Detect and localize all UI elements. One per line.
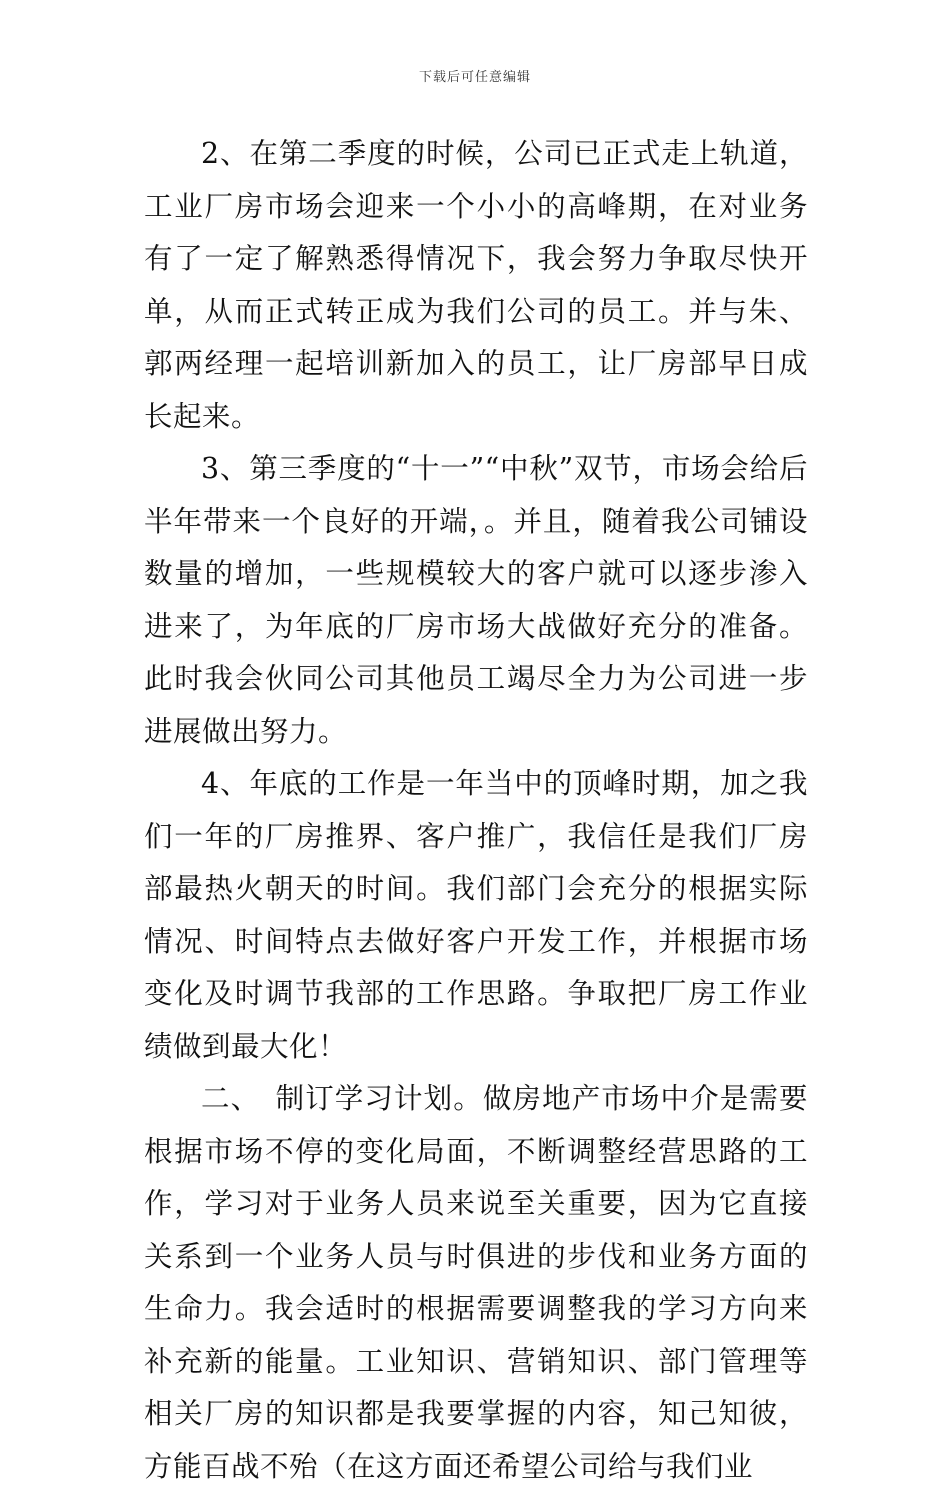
header-note: 下载后可任意编辑 [418,70,531,85]
paragraph-q2-plan: 2、在第二季度的时候，公司已正式走上轨道，工业厂房市场会迎来一个小小的高峰期，在对业务有了一定了解熟悉得情况下，我会努力争取尽快开单，从而正式转正成为我们公司的员工。并与朱、郭两经理一起培训新加入的员工，让厂房部早日成长起来。 [144,137,808,433]
paragraph-study-plan: 二、 制订学习计划。做房地产市场中介是需要根据市场不停的变化局面，不断调整经营思路的工作，学习对于业务人员来说至关重要，因为它直接关系到一个业务人员与时俱进的步伐和业务方面的生命力。我会适时的根据需要调整我的学习方向来补充新的能量。工业知识、营销知识、部门管理等相关厂房的知识都是我要掌握的内容，知己知彼，方能百战不殆（在这方面还希望公司给与我们业 [144,1082,808,1483]
document-body [144,128,808,1493]
paragraph-q3-plan: 3、第三季度的“十一”“中秋”双节，市场会给后半年带来一个良好的开端，。并且，随着我公司铺设数量的增加，一些规模较大的客户就可以逐步渗入进来了，为年底的厂房市场大战做好充分的准备。此时我会伙同公司其他员工竭尽全力为公司进一步进展做出努力。 [144,452,808,748]
paragraph-q4-plan: 4、年底的工作是一年当中的顶峰时期，加之我们一年的厂房推界、客户推广，我信任是我们厂房部最热火朝天的时间。我们部门会充分的根据实际情况、时间特点去做好客户开发工作，并根据市场变化及时调节我部的工作思路。争取把厂房工作业绩做到最大化！ [144,767,808,1063]
